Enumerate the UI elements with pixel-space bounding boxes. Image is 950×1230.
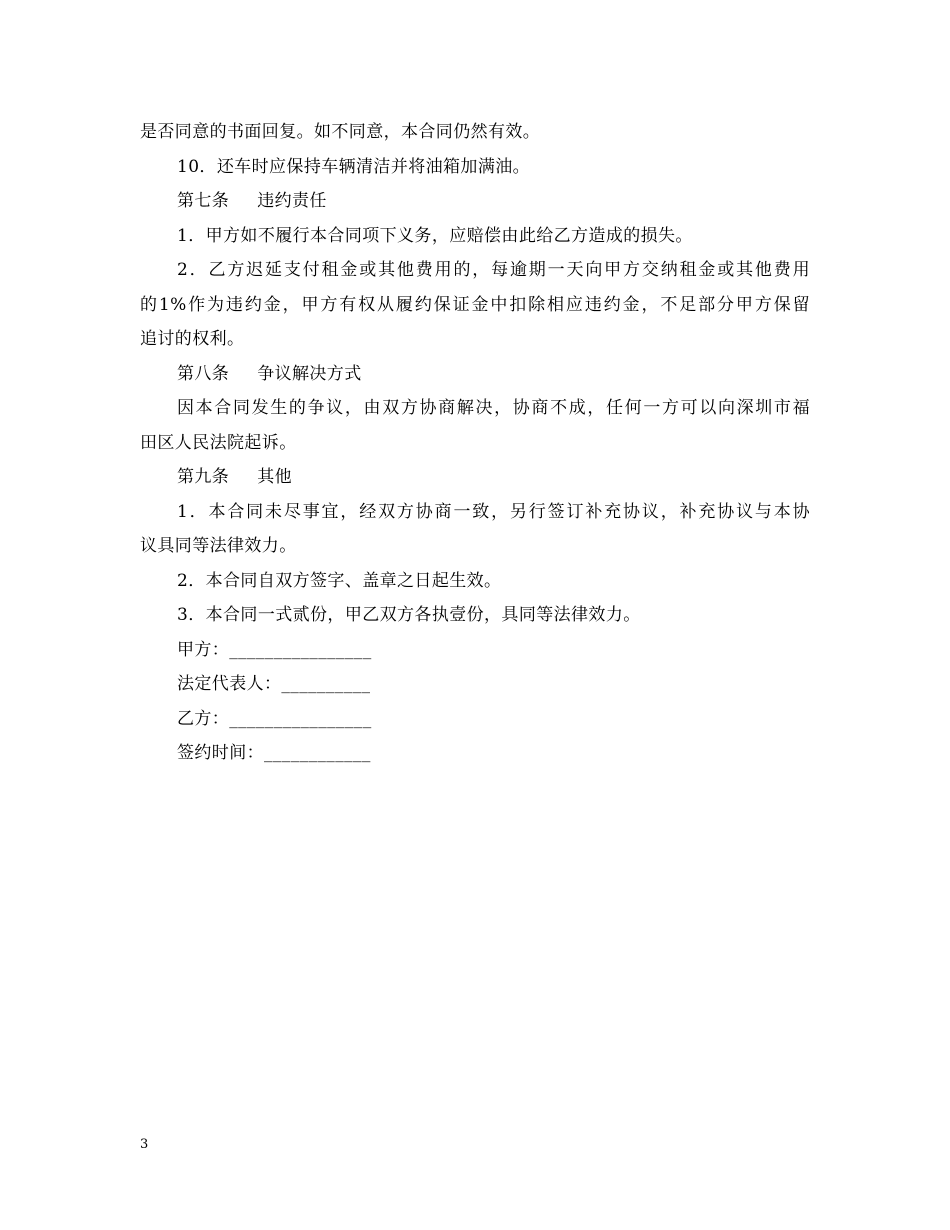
contract-body [140, 115, 810, 771]
paragraph-line: 的1%作为违约金，甲方有权从履约保证金中扣除相应违约金，不足部分甲方保留 [140, 294, 810, 315]
paragraph-line: 是否同意的书面回复。如不同意，本合同仍然有效。 [140, 122, 541, 142]
clause-item: 2．本合同自双方签字、盖章之日起生效。 [177, 570, 502, 591]
paragraph-line: 田区人民法院起诉。 [140, 432, 297, 453]
article-number: 第九条 [177, 467, 230, 487]
signature-party-b: 乙方：________________ [177, 708, 372, 729]
page-number: 3 [140, 1137, 149, 1152]
article-title: 违约责任 [257, 191, 327, 211]
clause-item: 3．本合同一式贰份，甲乙双方各执壹份，具同等法律效力。 [177, 605, 641, 625]
clause-item: 1．甲方如不履行本合同项下义务，应赔偿由此给乙方造成的损失。 [177, 225, 693, 246]
article-title: 其他 [257, 467, 293, 487]
article-7-heading [140, 184, 810, 219]
paragraph-line: 议具同等法律效力。 [140, 536, 297, 556]
paragraph-line: 因本合同发生的争议，由双方协商解决，协商不成，任何一方可以向深圳市福 [177, 398, 810, 418]
article-number: 第八条 [177, 363, 230, 384]
signature-party-a: 甲方：________________ [177, 639, 372, 660]
clause-item: 1．本合同未尽事宜，经双方协商一致，另行签订补充协议，补充协议与本协 [177, 501, 810, 522]
clause-item-10: 10．还车时应保持车辆清洁并将油箱加满油。 [177, 156, 531, 177]
signature-date: 签约时间：____________ [177, 743, 371, 763]
signature-legal-representative: 法定代表人：__________ [177, 674, 371, 694]
clause-item: 2．乙方迟延支付租金或其他费用的，每逾期一天向甲方交纳租金或其他费用 [177, 260, 810, 280]
article-number: 第七条 [177, 191, 230, 211]
article-8-heading [140, 357, 810, 392]
article-9-heading [140, 460, 810, 495]
paragraph-line: 追讨的权利。 [140, 329, 245, 349]
article-title: 争议解决方式 [257, 363, 362, 384]
